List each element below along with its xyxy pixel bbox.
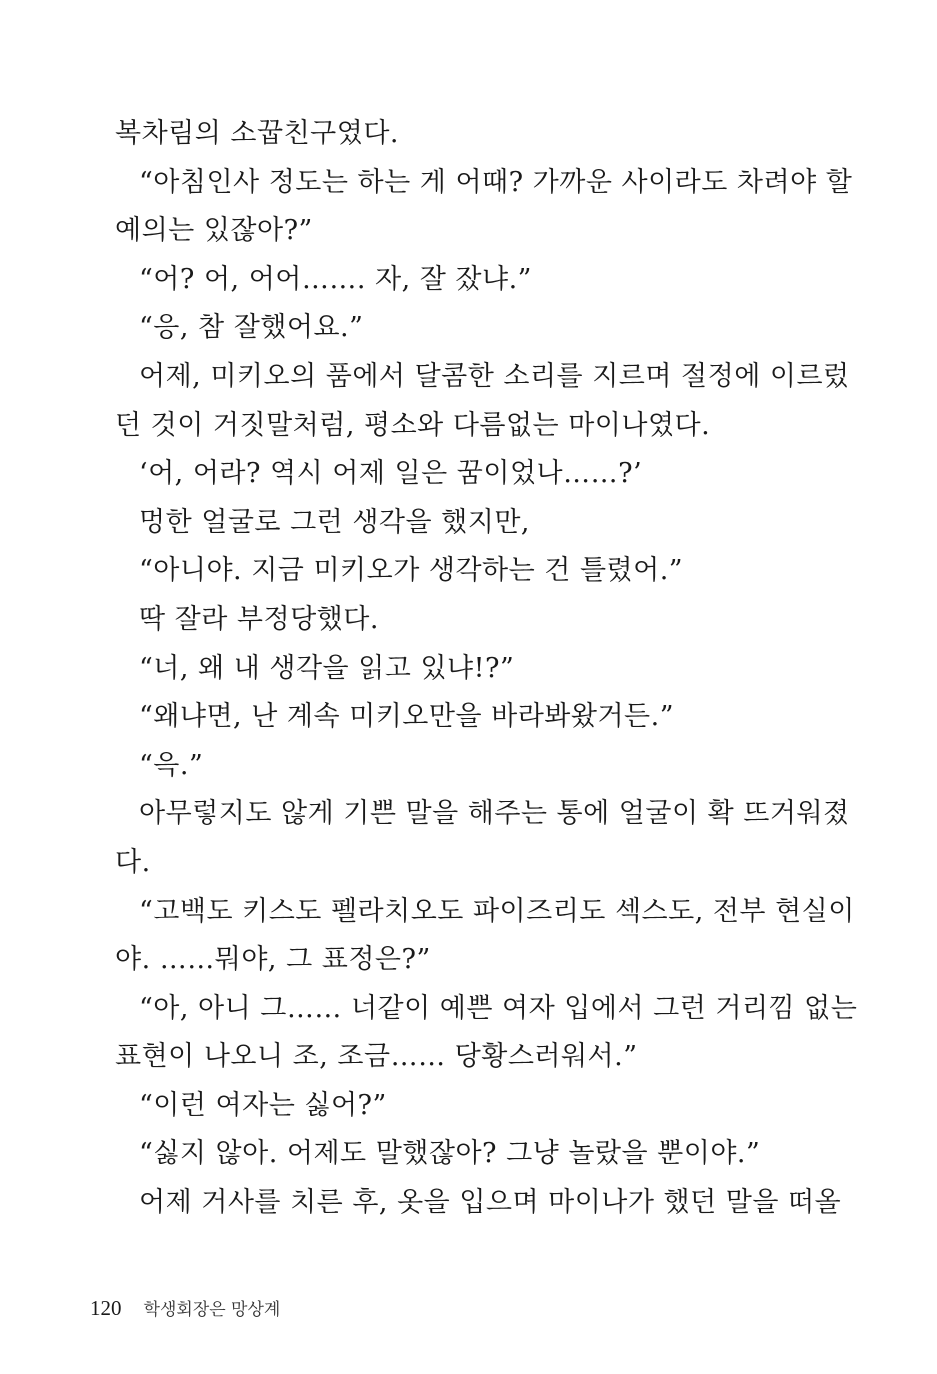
text-line: “왜냐면, 난 계속 미키오만을 바라봐왔거든.” [139, 701, 674, 733]
text-line: “아니야. 지금 미키오가 생각하는 건 틀렸어.” [139, 555, 684, 587]
page-footer [90, 1293, 280, 1323]
text-line: “이런 여자는 싫어?” [139, 1089, 387, 1121]
text-line: “아, 아니 그…… 너같이 예쁜 여자 입에서 그런 거리낌 없는 [139, 992, 858, 1024]
text-line: 야. ……뭐야, 그 표정은?” [115, 944, 431, 976]
text-line: 복차림의 소꿉친구였다. [115, 118, 399, 149]
text-line: ‘어, 어라? 역시 어제 일은 꿈이었나……?’ [139, 458, 643, 490]
page-number: 120 [90, 1296, 122, 1320]
text-line: “너, 왜 내 생각을 읽고 있냐!?” [139, 652, 515, 684]
text-line: 멍한 얼굴로 그런 생각을 했지만, [139, 506, 530, 538]
text-line: 던 것이 거짓말처럼, 평소와 다름없는 마이나였다. [115, 409, 711, 441]
text-line: 아무렇지도 않게 기쁜 말을 해주는 통에 얼굴이 확 뜨거워졌 [139, 798, 850, 830]
text-line: “아침인사 정도는 하는 게 어때? 가까운 사이라도 차려야 할 [139, 166, 853, 198]
text-line: “고백도 키스도 펠라치오도 파이즈리도 섹스도, 전부 현실이 [139, 895, 855, 927]
text-line: 다. [115, 846, 151, 878]
text-line: “어? 어, 어어……. 자, 잘 잤냐.” [139, 263, 532, 295]
text-line: 표현이 나오니 조, 조금…… 당황스러워서.” [115, 1041, 638, 1073]
page-body-text [115, 110, 858, 1228]
text-line: 예의는 있잖아?” [115, 215, 313, 247]
text-line: “응, 참 잘했어요.” [139, 312, 364, 344]
text-line: 어제 거사를 치른 후, 옷을 입으며 마이나가 했던 말을 떠올 [139, 1187, 842, 1219]
text-line: “윽.” [139, 749, 204, 781]
text-line: “싫지 않아. 어제도 말했잖아? 그냥 놀랐을 뿐이야.” [139, 1138, 761, 1170]
book-title: 학생회장은 망상계 [143, 1300, 281, 1320]
text-line: 어제, 미키오의 품에서 달콤한 소리를 지르며 절정에 이르렀 [139, 360, 850, 392]
text-line: 딱 잘라 부정당했다. [139, 603, 379, 635]
